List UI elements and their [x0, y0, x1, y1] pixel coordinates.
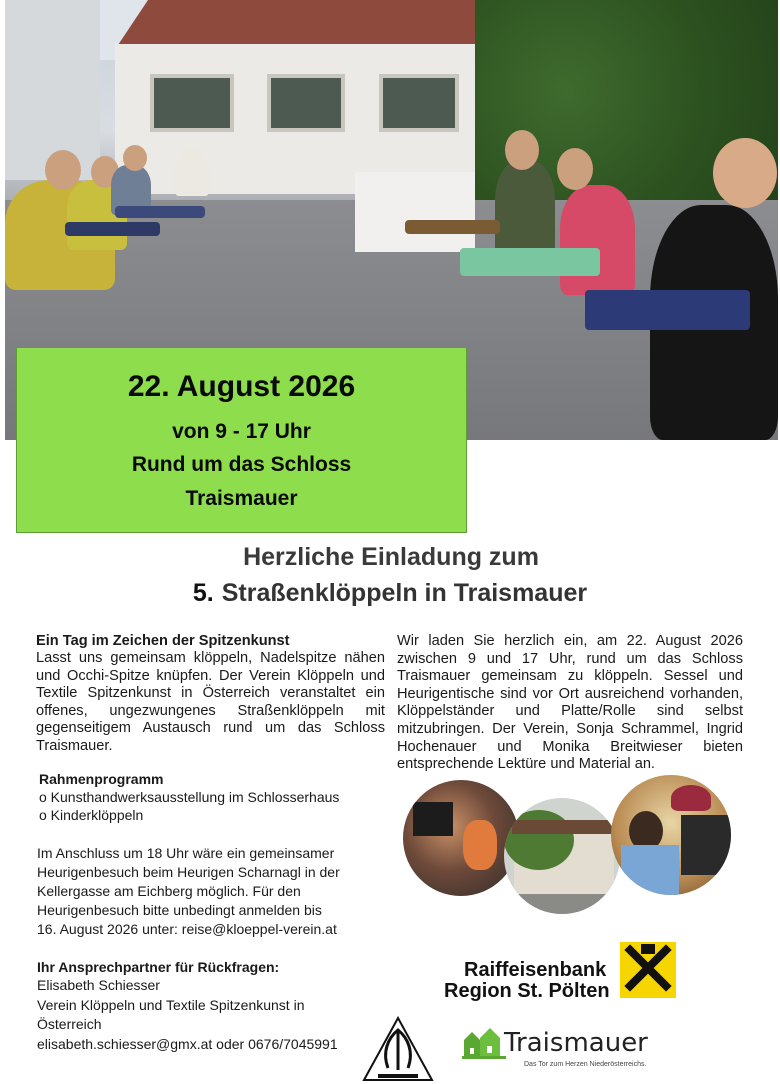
event-date: 22. August 2026: [127, 370, 356, 403]
person: [495, 160, 555, 260]
bank-region: Region St. Pölten: [444, 980, 610, 1002]
event-info-box: [16, 347, 467, 533]
person-head: [557, 148, 593, 190]
town-slogan: Das Tor zum Herzen Niederösterreichs.: [524, 1061, 647, 1068]
window: [379, 74, 459, 132]
lace-pillow: [405, 220, 500, 234]
invite-body: Wir laden Sie herzlich ein, am 22. August 2026 zwischen 9 und 17 Uhr, rund um das Schloss Traismauer gemeinsam zu klöppeln. Sessel und Heurigentische sind vor Ort ausreichend vorhanden, Klöppelständer und Platte/Rolle sind selbst mitzubringen. Der Verein, Sonja Schrammel, Ingrid Hochenauer und Monika Breitwieser bieten entsprechende Lektüre und Material an.: [397, 633, 743, 773]
contact-title: Ihr Ansprechpartner für Rückfragen:: [37, 959, 280, 975]
heuriger-text: Heurigenbesuch bitte unbedingt anmelden bis: [37, 902, 322, 918]
program-item: o Kunsthandwerksausstellung im Schlosserhaus: [39, 789, 340, 805]
roof: [100, 0, 500, 48]
contact-org: Verein Klöppeln und Textile Spitzenkunst in: [37, 997, 305, 1013]
verein-logo: [358, 1012, 438, 1084]
person-head: [505, 130, 539, 170]
tree: [504, 810, 574, 870]
headline-subtitle: [0, 579, 780, 608]
photo-schlosserhaus: [504, 798, 620, 914]
program-item: o Kinderklöppeln: [39, 807, 144, 823]
contact-name: Elisabeth Schiesser: [37, 977, 160, 993]
contact-org: Österreich: [37, 1016, 102, 1032]
forge: [413, 802, 453, 836]
photo-blacksmith: [403, 780, 519, 896]
lace-bobbin-logo-icon: [358, 1012, 438, 1084]
headline-subtitle-text: Straßenklöppeln in Traismauer: [221, 579, 588, 607]
person-head: [123, 145, 147, 171]
window: [267, 74, 345, 132]
program-title: Rahmenprogramm: [39, 771, 164, 787]
lace-pillow: [585, 290, 750, 330]
town-name: Traismauer: [504, 1028, 648, 1058]
window: [150, 74, 234, 132]
person: [463, 820, 497, 870]
town-houses-icon: [462, 1026, 506, 1060]
headline: Herzliche Einladung zum: [243, 543, 539, 571]
person: [681, 815, 731, 875]
heuriger-text: 16. August 2026 unter: reise@kloeppel-verein.at: [37, 921, 337, 937]
lace-pillow: [115, 206, 205, 218]
child: [621, 845, 679, 895]
event-location-town: Traismauer: [185, 487, 298, 510]
contact-details: elisabeth.schiesser@gmx.at oder 0676/7045991: [37, 1036, 338, 1052]
bank-name: Raiffeisenbank: [464, 959, 607, 981]
photo-children: [611, 775, 731, 895]
ground: [504, 894, 620, 914]
person: [560, 185, 635, 295]
display-table: [355, 172, 475, 252]
hat: [671, 785, 711, 811]
lace-pillow: [460, 248, 600, 276]
person-head: [713, 138, 777, 208]
raiffeisen-logo: [620, 942, 676, 998]
intro-body: Lasst uns gemeinsam klöppeln, Nadelspitze nähen und Occhi-Spitze knüpfen. Der Verein Klöppeln und Textile Spitzenkunst in Österreich veranstaltet ein offenes, ungezwungenes Straßenklöppeln mit gegenseitigem Austausch rund um das Schloss Traismauer.: [36, 650, 385, 754]
heuriger-text: Heurigenbesuch beim Heurigen Scharnagl in der: [37, 864, 340, 880]
heuriger-text: Im Anschluss um 18 Uhr wäre ein gemeinsamer: [37, 845, 335, 861]
roof: [512, 820, 616, 834]
heuriger-text: Kellergasse am Eichberg möglich. Für den: [37, 883, 301, 899]
event-location: Rund um das Schloss: [131, 453, 352, 476]
lace-pillow: [65, 222, 160, 236]
intro-title: Ein Tag im Zeichen der Spitzenkunst: [36, 633, 290, 649]
person: [175, 150, 209, 196]
sponsor-raiffeisen: [400, 928, 690, 1006]
crossed-horses-icon: [620, 942, 676, 998]
traismauer-logo: [462, 1024, 662, 1074]
event-time: von 9 - 17 Uhr: [172, 420, 311, 443]
edition-number: 5.: [192, 579, 214, 607]
person-head: [45, 150, 81, 190]
